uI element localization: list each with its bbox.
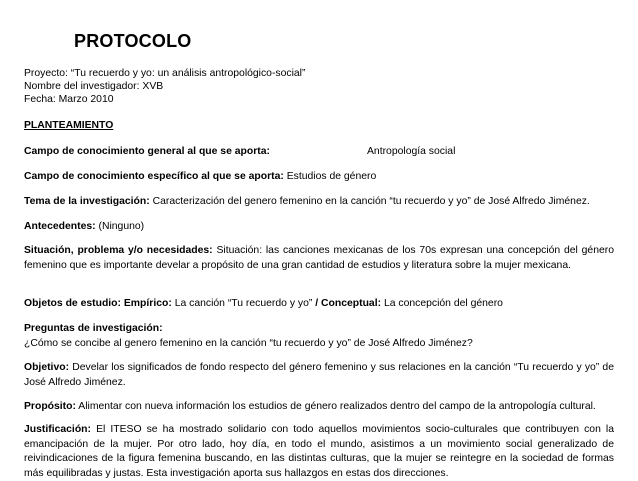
tema-label: Tema de la investigación: xyxy=(24,196,150,207)
proposito-value: Alimentar con nueva información los estudios de género realizados dentro del campo de la antropología cultural. xyxy=(78,401,596,412)
justificacion-paragraph xyxy=(24,423,614,481)
date-line: Fecha: Marzo 2010 xyxy=(24,94,114,105)
campo-especifico-value: Estudios de género xyxy=(286,171,377,182)
objetivo-paragraph xyxy=(24,361,614,390)
researcher-line: Nombre del investigador: XVB xyxy=(24,81,164,92)
justificacion-label: Justificación: xyxy=(24,424,91,435)
preguntas-section xyxy=(24,322,614,351)
proposito-label: Propósito: xyxy=(24,401,76,412)
planteamiento-heading xyxy=(24,119,614,134)
proposito-row xyxy=(24,400,614,415)
situacion-value: Situación: las canciones mexicanas de los 70s expresan una concepción del género femenino que es importante develar a propósito de una gran cantidad de estudios y literatura sobre la mujer mexicana. xyxy=(24,245,614,271)
planteamiento-label: PLANTEAMIENTO xyxy=(24,120,114,131)
situacion-label: Situación, problema y/o necesidades: xyxy=(24,245,213,256)
objetos-conceptual-value: La concepción del género xyxy=(383,298,503,309)
objetos-conceptual-label: / Conceptual: xyxy=(315,298,382,309)
antecedentes-value: (Ninguno) xyxy=(98,221,145,232)
campo-general-label: Campo de conocimiento general al que se aporta: xyxy=(24,146,270,157)
project-line: Proyecto: “Tu recuerdo y yo: un análisis antropológico-social” xyxy=(24,68,306,79)
document-title: PROTOCOLO xyxy=(74,31,192,51)
objetivo-value: Develar los significados de fondo respecto del género femenino y sus relaciones en la canción “Tu recuerdo y yo” de José Alfredo Jiménez. xyxy=(24,362,614,388)
objetos-label: Objetos de estudio: Empírico: xyxy=(24,298,172,309)
tema-row xyxy=(24,195,614,210)
antecedentes-label: Antecedentes: xyxy=(24,221,96,232)
campo-general-row xyxy=(24,145,614,160)
situacion-paragraph xyxy=(24,244,614,273)
objetos-empirico-value: La canción “Tu recuerdo y yo” xyxy=(174,298,313,309)
tema-value: Caracterización del genero femenino en la canción “tu recuerdo y yo” de José Alfredo Jiménez. xyxy=(152,196,590,207)
antecedentes-row xyxy=(24,220,614,235)
objetos-row xyxy=(24,297,614,312)
preguntas-label: Preguntas de investigación: xyxy=(24,323,163,334)
campo-especifico-row xyxy=(24,170,614,185)
justificacion-value: El ITESO se ha mostrado solidario con todo aquellos movimientos socio-culturales que contribuyen con la emancipación de la mujer. Por otro lado, hoy día, en todo el mundo, asistimos a un movimiento social generalizado de reivindicaciones de la figura femenina buscando, en las distintas culturas, que la mujer se reintegre en la sociedad de formas más equilibradas y justas. Esta investigación aporta sus hallazgos en estas dos direcciones. xyxy=(24,424,614,479)
campo-general-value: Antropología social xyxy=(367,146,456,157)
campo-especifico-label: Campo de conocimiento específico al que se aporta: xyxy=(24,171,284,182)
objetivo-label: Objetivo: xyxy=(24,362,70,373)
preguntas-value: ¿Cómo se concibe al genero femenino en la canción “tu recuerdo y yo” de José Alfredo Jiménez? xyxy=(24,337,473,349)
